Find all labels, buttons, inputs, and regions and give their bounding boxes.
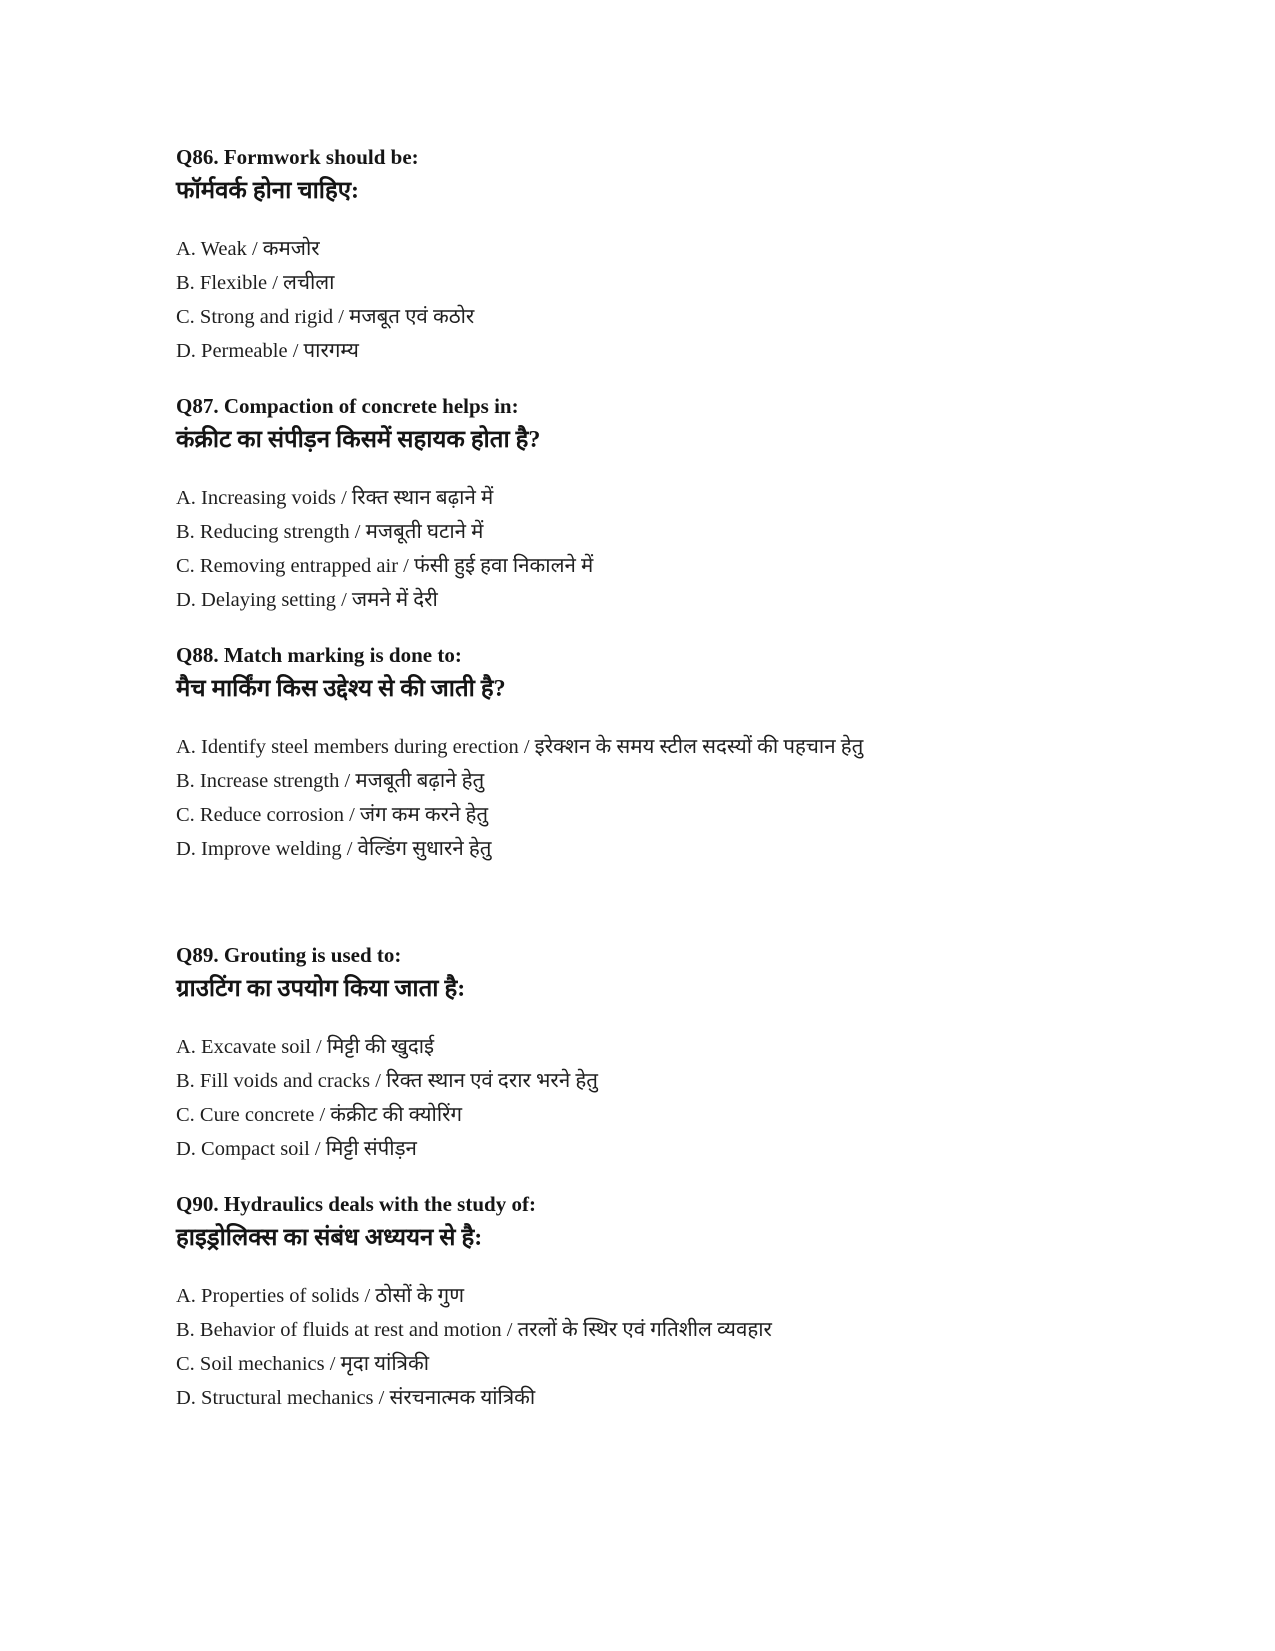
question-q87 — [176, 389, 1195, 617]
question-q89-option-b: B. Fill voids and cracks / रिक्त स्थान एवं दरार भरने हेतु — [176, 1070, 598, 1092]
question-q88-options — [176, 730, 1195, 866]
question-q89-option-a: A. Excavate soil / मिट्टी की खुदाई — [176, 1036, 435, 1058]
question-q87-option-c: C. Removing entrapped air / फंसी हुई हवा निकालने में — [176, 555, 594, 577]
question-q86-option-c: C. Strong and rigid / मजबूत एवं कठोर — [176, 306, 475, 328]
question-q88-title-hi: मैच मार्किंग किस उद्देश्य से की जाती है? — [176, 676, 506, 702]
question-q87-title-hi: कंक्रीट का संपीड़न किसमें सहायक होता है? — [176, 427, 541, 453]
question-q89-options — [176, 1030, 1195, 1166]
question-q86-options — [176, 232, 1195, 368]
question-q87-options — [176, 481, 1195, 617]
question-q89-title-en: Q89. Grouting is used to: — [176, 943, 402, 967]
question-q89-option-d: D. Compact soil / मिट्टी संपीड़न — [176, 1138, 417, 1160]
question-q90-option-a: A. Properties of solids / ठोसों के गुण — [176, 1285, 465, 1307]
question-q88-option-b: B. Increase strength / मजबूती बढ़ाने हेतु — [176, 770, 485, 792]
question-q88-option-a: A. Identify steel members during erection / इरेक्शन के समय स्टील सदस्यों की पहचान हेतु — [176, 736, 864, 758]
question-q87-title-en: Q87. Compaction of concrete helps in: — [176, 394, 519, 418]
question-q90-options — [176, 1279, 1195, 1415]
question-q86-option-d: D. Permeable / पारगम्य — [176, 340, 359, 362]
question-q90-title-en: Q90. Hydraulics deals with the study of: — [176, 1192, 536, 1216]
question-q90-title-hi: हाइड्रोलिक्स का संबंध अध्ययन से है: — [176, 1225, 483, 1251]
question-q90-option-c: C. Soil mechanics / मृदा यांत्रिकी — [176, 1353, 430, 1375]
question-q89-title-hi: ग्राउटिंग का उपयोग किया जाता है: — [176, 976, 466, 1002]
question-q88-title-en: Q88. Match marking is done to: — [176, 643, 462, 667]
question-q87-option-a: A. Increasing voids / रिक्त स्थान बढ़ाने में — [176, 487, 494, 509]
question-q90-option-d: D. Structural mechanics / संरचनात्मक यांत्रिकी — [176, 1387, 536, 1409]
question-q90 — [176, 1187, 1195, 1415]
question-q90-option-b: B. Behavior of fluids at rest and motion / तरलों के स्थिर एवं गतिशील व्यवहार — [176, 1319, 772, 1341]
question-q86-option-b: B. Flexible / लचीला — [176, 272, 335, 294]
question-q88-option-d: D. Improve welding / वेल्डिंग सुधारने हेतु — [176, 838, 492, 860]
question-q88 — [176, 638, 1195, 866]
question-q89 — [176, 938, 1195, 1166]
question-q87-option-b: B. Reducing strength / मजबूती घटाने में — [176, 521, 484, 543]
question-q86-option-a: A. Weak / कमजोर — [176, 238, 320, 260]
question-q86-title-hi: फॉर्मवर्क होना चाहिए: — [176, 178, 360, 204]
question-q89-option-c: C. Cure concrete / कंक्रीट की क्योरिंग — [176, 1104, 463, 1126]
question-q88-option-c: C. Reduce corrosion / जंग कम करने हेतु — [176, 804, 489, 826]
question-q87-option-d: D. Delaying setting / जमने में देरी — [176, 589, 438, 611]
question-q86 — [176, 140, 1195, 368]
question-q86-title-en: Q86. Formwork should be: — [176, 145, 419, 169]
